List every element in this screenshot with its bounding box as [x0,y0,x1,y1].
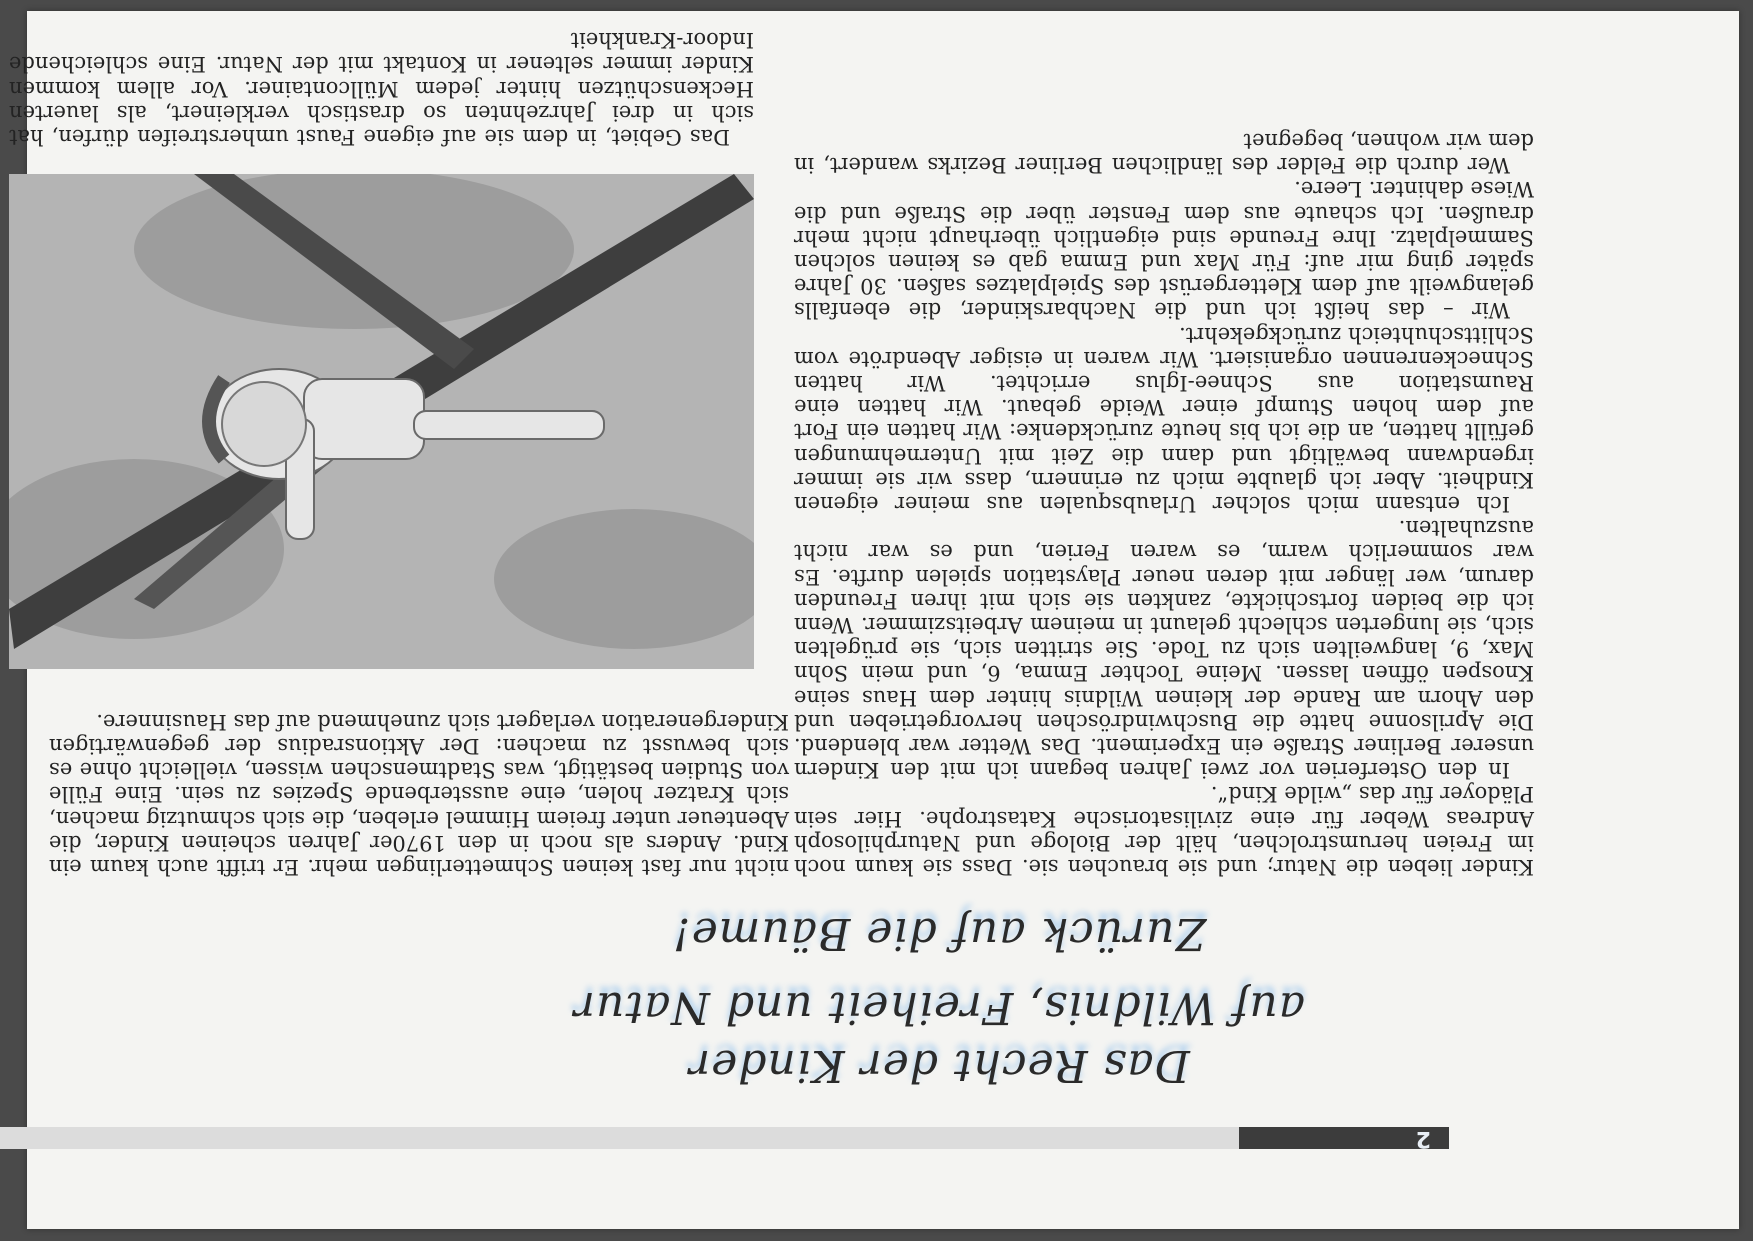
header-bar [0,1127,1449,1149]
photo-illustration [9,174,754,669]
article-paragraph: nicht nur fast keinen Schmetterlingen mehr. Er trifft auch kaum ein Kind. Anders als noch in den 1970er Jahren scheinen Kinder, die Abenteuer unter freiem Himmel erleben, die sich schmutzig machen, sich Kratzer holen, eine aussterbende Spezies zu sein. Eine Fülle von Studien bestätigt, was Stadtmenschen wissen, vielleicht ohne es sich bewusst zu machen: Der Aktionsradius der gegenwärtigen Kindergeneration verlagert sich zunehmend auf das Hausinnere. [49,709,789,879]
article-paragraph: Ich entsann mich solcher Urlaubsqualen aus meiner eigenen Kindheit. Aber ich glaubte mich zu erinnern, dass wir sie immer irgendwann bewältigt und dann die Zeit mit Unternehmungen gefüllt hatten, an die ich bis heute zurückdenke: Wir hatten ein Fort auf dem hohen Stumpf einer Weide gebaut. Wir hatten eine Raumstation aus Schnee-Iglus errichtet. Wir hatten Schneckenrennen organisiert. Wir waren in eisiger Abendröte vom Schlittschuhteich zurückgekehrt. [794,322,1534,516]
headline-line-1: Das Recht der Kinder [688,1040,1190,1091]
article-left-column [794,129,1534,879]
magazine-page [9,11,1739,1229]
article-paragraph: Das Gebiet, in dem sie auf eigene Faust umherstreifen dürfen, hat sich in drei Jahrzehnten so drastisch verkleinert, als lauerten Heckenschützen hinter jedem Müllcontainer. Vor allem kommen Kinder immer seltener in Kontakt mit der Natur. Eine schleichende Indoor-Krankheit [9,28,754,149]
article-paragraph: In den Osterferien vor zwei Jahren begann ich mit den Kindern unserer Berliner Straße ein Experiment. Das Wetter war blendend. Die Aprilsonne hatte die Buschwindröschen hervorgetrieben und den Ahorn am Rande der kleinen Wildnis hinter dem Haus seine Knospen öffnen lassen. Meine Tochter Emma, 6, und mein Sohn Max, 9, langweilten sich zu Tode. Sie stritten sich, sie prügelten sich, sie lungerten schlecht gelaunt in meinem Arbeitszimmer. Wenn ich die beiden fortschickte, zankten sie sich mit ihren Freunden darum, wer länger mit deren neuer Playstation spielen durfte. Es war sommerlich warm, es waren Ferien, und es war nicht auszuhalten. [794,516,1534,783]
page-number: 2 [1239,1127,1449,1149]
headline-line-3: Zurück auf die Bäume! [671,908,1207,959]
article-paragraph: Wer durch die Felder des ländlichen Berliner Bezirks wandert, in dem wir wohnen, begegnet [794,128,1534,178]
child-climbing-tree-photo [9,174,754,669]
article-right-column-top [49,710,789,879]
article-intro: Kinder lieben die Natur; und sie brauchen sie. Dass sie kaum noch im Freien herumstrolchen, hält der Biologe und Naturphilosoph Andreas Weber für eine zivilisatorische Katastrophe. Hier sein Plädoyer für das „wilde Kind“. [794,782,1534,879]
headline-line-2: auf Wildnis, Freiheit und Natur [573,982,1305,1033]
article-right-column-bottom [9,28,754,149]
article-paragraph: Wir – das heißt ich und die Nachbarskinder, die ebenfalls gelangweilt auf dem Klettergerüst des Spielplatzes saßen. 30 Jahre später ging mir auf: Für Max und Emma gab es keinen solchen Sammelplatz. Ihre Freunde sind eigentlich überhaupt nicht mehr draußen. Ich schaute aus dem Fenster über die Straße und die Wiese dahinter. Leere. [794,177,1534,323]
